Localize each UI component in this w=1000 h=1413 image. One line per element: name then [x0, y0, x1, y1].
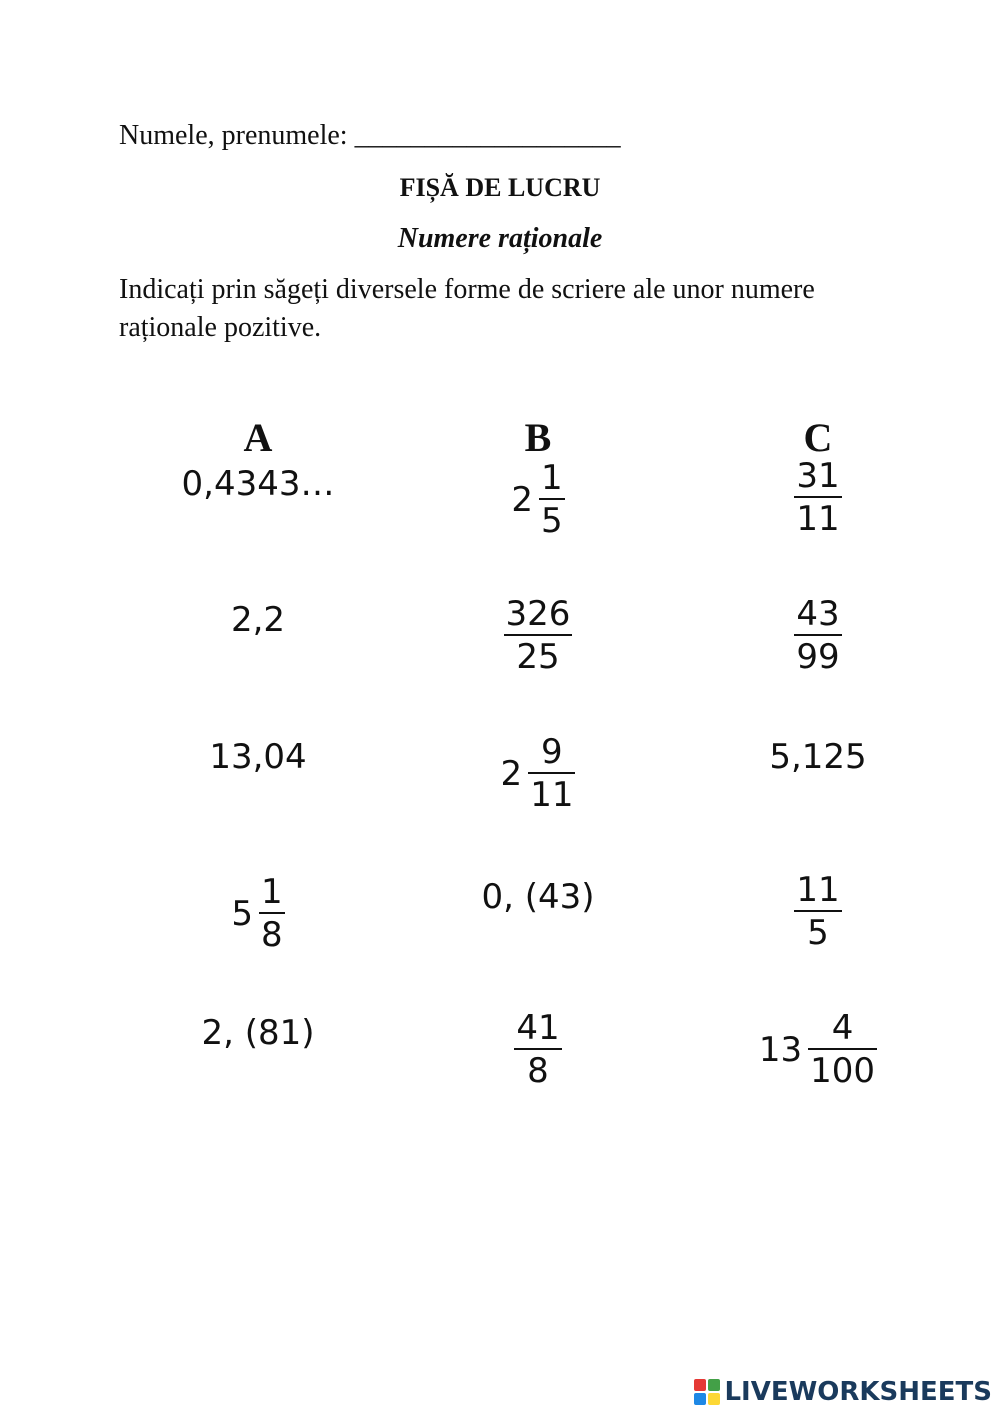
denominator: 5	[541, 501, 563, 541]
column-b-item-5[interactable]	[418, 1010, 658, 1090]
column-c-item-5[interactable]	[698, 1010, 938, 1090]
fraction-bar	[504, 634, 573, 636]
numerator: 31	[796, 456, 840, 496]
logo-square	[708, 1393, 720, 1405]
whole-part: 13	[758, 1030, 803, 1070]
numerator: 11	[796, 870, 840, 910]
value-text: 2,2	[230, 600, 286, 640]
fraction	[528, 734, 575, 814]
fraction	[514, 1010, 561, 1090]
value-text: 2, (81)	[201, 1013, 315, 1053]
fraction	[794, 596, 841, 676]
value-text: 5,125	[769, 737, 867, 777]
logo-square	[708, 1379, 720, 1391]
denominator: 8	[261, 915, 283, 955]
column-a-item-3[interactable]	[138, 737, 378, 777]
denominator: 8	[527, 1051, 549, 1091]
column-c-item-4[interactable]	[698, 872, 938, 952]
fraction	[504, 596, 573, 676]
whole-part: 2	[511, 480, 533, 520]
column-c-item-1[interactable]	[698, 458, 938, 538]
logo-icon	[694, 1379, 720, 1405]
value-text: 0,4343…	[181, 464, 335, 504]
worksheet-subtitle: Numere raționale	[397, 223, 603, 254]
column-header-b: B	[524, 415, 552, 460]
fraction	[259, 874, 285, 954]
value-text: 13,04	[209, 737, 307, 777]
column-a-item-5[interactable]	[138, 1013, 378, 1053]
fraction-bar	[808, 1048, 877, 1050]
fraction-bar	[539, 498, 565, 500]
column-header-c: C	[803, 415, 833, 460]
whole-part: 2	[500, 754, 523, 794]
fraction-bar	[259, 912, 285, 914]
fraction	[794, 458, 841, 538]
fraction-bar	[528, 772, 575, 774]
column-a-item-1[interactable]	[138, 464, 378, 504]
column-b-item-2[interactable]	[418, 596, 658, 676]
logo-square	[694, 1379, 706, 1391]
column-b-item-3[interactable]	[418, 734, 658, 814]
column-c-item-3[interactable]	[698, 737, 938, 777]
numerator: 41	[516, 1008, 560, 1048]
numerator: 1	[261, 872, 283, 912]
denominator: 5	[807, 913, 829, 953]
denominator: 11	[530, 775, 574, 815]
fraction-bar	[794, 496, 841, 498]
liveworksheets-logo	[694, 1377, 992, 1407]
numerator: 9	[541, 732, 563, 772]
numerator: 43	[796, 594, 840, 634]
brand-name: LIVEWORKSHEETS	[724, 1377, 992, 1407]
fraction	[794, 872, 841, 952]
denominator: 11	[796, 499, 840, 539]
column-a-item-2[interactable]	[138, 600, 378, 640]
fraction	[539, 460, 565, 540]
column-header-a: A	[243, 415, 273, 460]
numerator: 326	[505, 594, 571, 634]
denominator: 25	[516, 637, 560, 677]
column-a-item-4[interactable]	[138, 874, 378, 954]
instructions: Indicați prin săgeți diversele forme de scriere ale unor numere raționale pozitive.	[119, 274, 815, 343]
fraction	[808, 1010, 877, 1090]
numerator: 1	[541, 458, 563, 498]
logo-square	[694, 1393, 706, 1405]
numerator: 4	[831, 1008, 854, 1048]
column-b-item-1[interactable]	[418, 460, 658, 540]
column-c-item-2[interactable]	[698, 596, 938, 676]
value-text: 0, (43)	[481, 877, 595, 917]
fraction-bar	[794, 910, 841, 912]
fraction-bar	[794, 634, 841, 636]
whole-part: 5	[231, 894, 253, 934]
column-b-item-4[interactable]	[418, 877, 658, 917]
denominator: 100	[810, 1051, 876, 1091]
fraction-bar	[514, 1048, 561, 1050]
worksheet-title: FIȘĂ DE LUCRU	[399, 173, 601, 202]
denominator: 99	[796, 637, 840, 677]
name-field-label: Numele, prenumele: ___________________	[119, 120, 621, 151]
